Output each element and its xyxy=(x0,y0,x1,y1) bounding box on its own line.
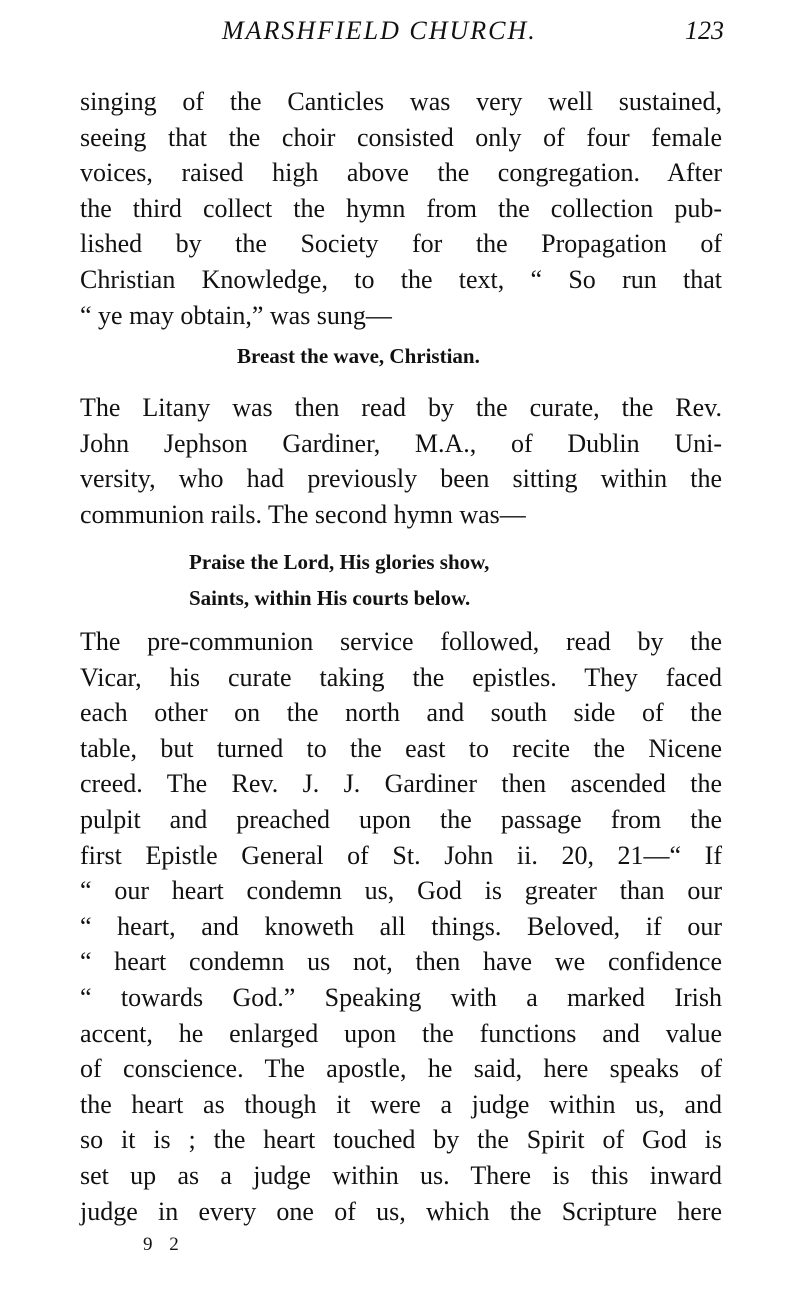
paragraph-sermon xyxy=(80,624,722,1229)
text-line: Christian Knowledge, to the text, “ So run that xyxy=(80,264,722,294)
running-title: MARSHFIELD CHURCH. xyxy=(222,16,537,45)
text-line: communion rails. The second hymn was— xyxy=(80,499,526,529)
text-line: voices, raised high above the congregation. After xyxy=(80,158,722,188)
text-line: creed. The Rev. J. J. Gardiner then ascended the xyxy=(80,769,722,799)
paragraph-litany xyxy=(80,390,722,532)
hymn-line: Saints, within His courts below. xyxy=(189,586,471,610)
text-line: the third collect the hymn from the collection pub- xyxy=(80,193,722,223)
hymn-line: Breast the wave, Christian. xyxy=(237,344,480,368)
text-line: Vicar, his curate taking the epistles. They faced xyxy=(80,662,722,692)
text-line: set up as a judge within us. There is this inward xyxy=(80,1160,722,1190)
text-line: John Jephson Gardiner, M.A., of Dublin Uni- xyxy=(80,428,722,458)
text-line: lished by the Society for the Propagation of xyxy=(80,229,722,259)
signature-mark: 9 2 xyxy=(143,1234,185,1255)
text-line: The pre-communion service followed, read by the xyxy=(80,627,722,656)
text-line: each other on the north and south side of the xyxy=(80,698,722,728)
text-line: “ heart condemn us not, then have we confidence xyxy=(80,947,722,977)
text-line: first Epistle General of St. John ii. 20, 21—“ If xyxy=(80,840,722,870)
text-line: “ ye may obtain,” was sung— xyxy=(80,300,392,330)
text-line: singing of the Canticles was very well sustained, xyxy=(80,87,722,116)
text-line: of conscience. The apostle, he said, here speaks of xyxy=(80,1054,722,1084)
text-line: seeing that the choir consisted only of four female xyxy=(80,122,722,152)
text-line: “ heart, and knoweth all things. Beloved, if our xyxy=(80,911,722,941)
paragraph-canticles xyxy=(80,84,722,333)
page-number: 123 xyxy=(685,16,724,45)
text-line: versity, who had previously been sitting within the xyxy=(80,464,722,494)
text-line: The Litany was then read by the curate, the Rev. xyxy=(80,393,722,422)
text-line: table, but turned to the east to recite the Nicene xyxy=(80,733,722,763)
text-line: the heart as though it were a judge within us, and xyxy=(80,1089,722,1119)
hymn-title-breast-the-wave xyxy=(237,338,480,374)
text-line: pulpit and preached upon the passage from the xyxy=(80,804,722,834)
text-line: so it is ; the heart touched by the Spirit of God is xyxy=(80,1125,722,1155)
hymn-title-praise-the-lord xyxy=(189,544,489,616)
text-line: “ our heart condemn us, God is greater than our xyxy=(80,876,722,906)
hymn-line: Praise the Lord, His glories show, xyxy=(189,550,490,574)
text-line: judge in every one of us, which the Scripture here xyxy=(80,1196,722,1226)
text-line: accent, he enlarged upon the functions and value xyxy=(80,1018,722,1048)
text-line: “ towards God.” Speaking with a marked Irish xyxy=(80,982,722,1012)
